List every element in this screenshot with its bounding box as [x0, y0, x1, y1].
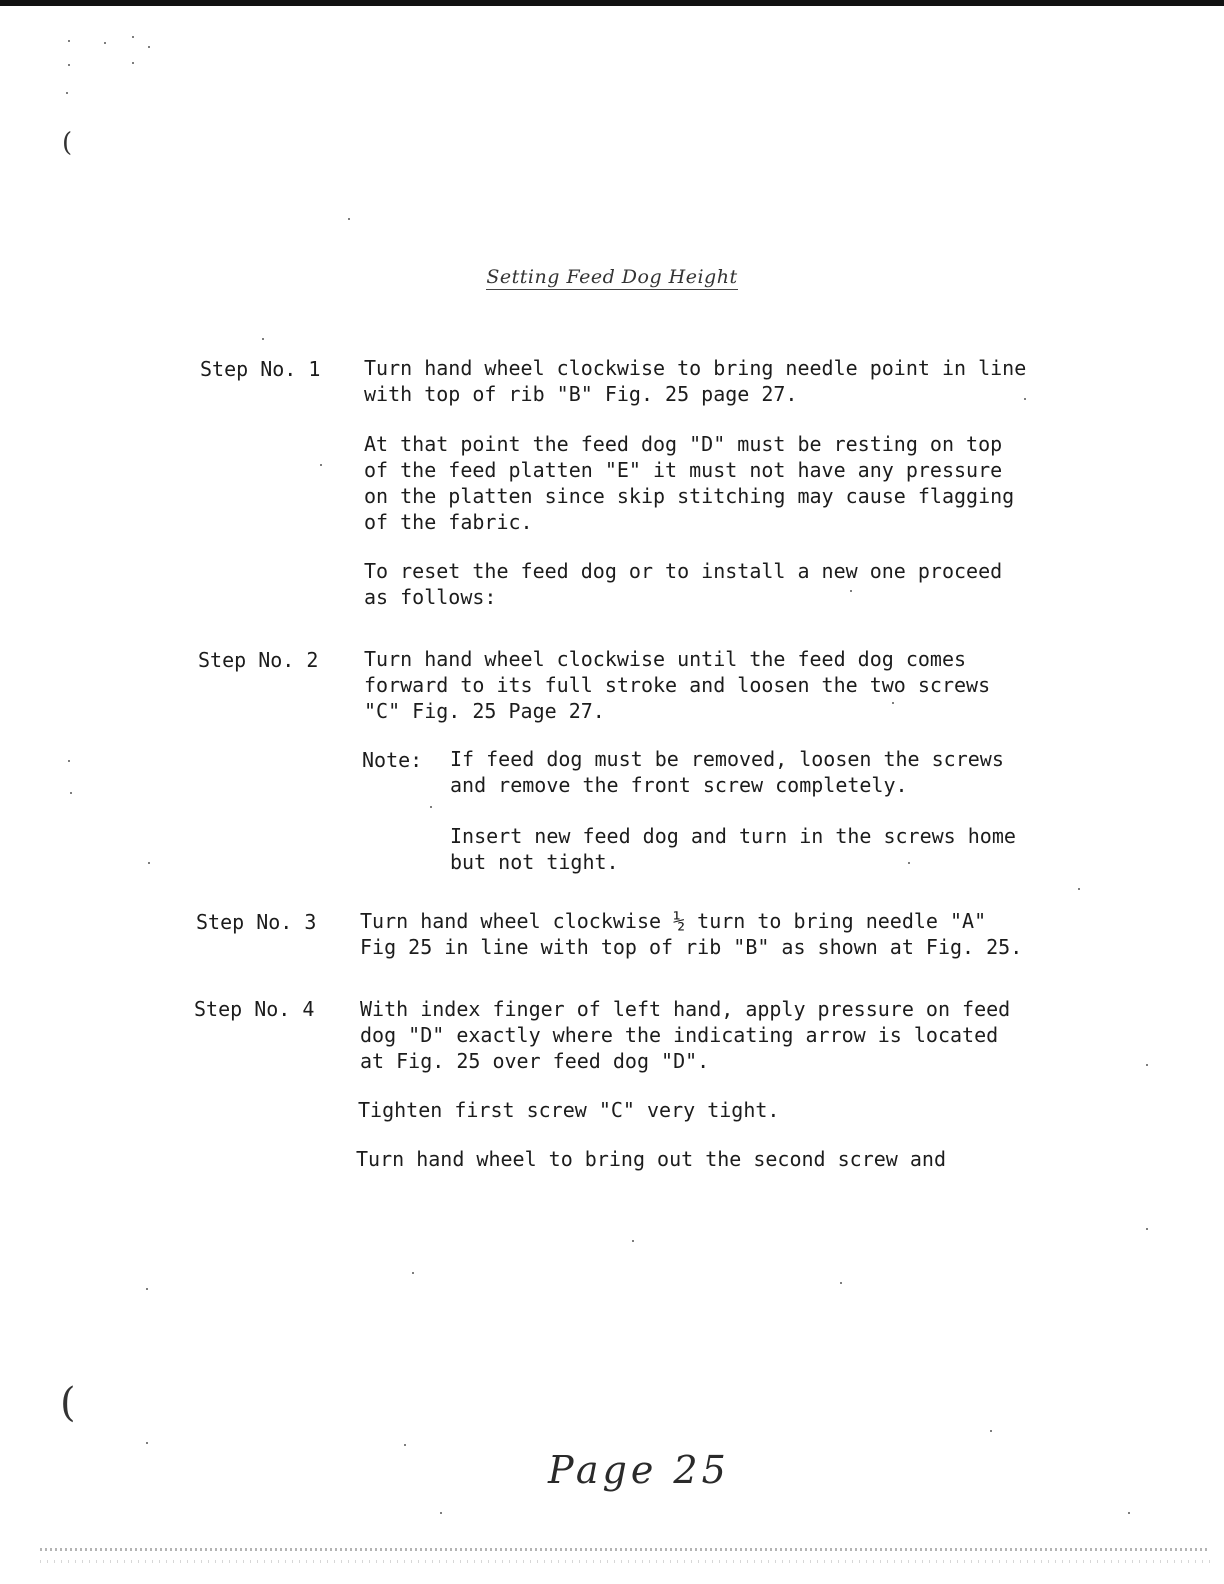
step-3-label: Step No. 3: [196, 910, 317, 934]
step-4-label: Step No. 4: [194, 997, 315, 1021]
scan-mark-bottom-left: (: [60, 1380, 76, 1426]
step-4-paragraph-1: [360, 996, 1010, 1074]
scan-mark-top-left: (: [62, 128, 73, 158]
step-1-paragraph-1: [364, 355, 1026, 407]
text-line: as follows:: [364, 585, 497, 609]
text-line: Turn hand wheel to bring out the second screw and: [356, 1147, 947, 1171]
scan-top-edge: [0, 0, 1224, 6]
text-line: on the platten since skip stitching may cause flagging: [364, 484, 1015, 508]
step-3-paragraph-1: [360, 908, 1022, 960]
text-line: Turn hand wheel clockwise to bring needle point in line: [364, 356, 1027, 380]
text-line: at Fig. 25 over feed dog "D".: [360, 1049, 710, 1073]
text-line: of the fabric.: [364, 510, 533, 534]
text-line: With index finger of left hand, apply pressure on feed: [360, 997, 1011, 1021]
text-line: If feed dog must be removed, loosen the screws: [450, 747, 1004, 771]
note-label: Note:: [362, 748, 423, 772]
text-line: Insert new feed dog and turn in the screws home: [450, 824, 1016, 848]
text-line: dog "D" exactly where the indicating arrow is located: [360, 1023, 999, 1047]
handwritten-page-number: Page 25: [548, 1448, 730, 1492]
text-line: Turn hand wheel clockwise ½ turn to bring needle "A": [360, 909, 987, 933]
step-4-paragraph-2: [358, 1097, 779, 1123]
text-line: but not tight.: [450, 850, 619, 874]
text-line: and remove the front screw completely.: [450, 773, 908, 797]
text-line: with top of rib "B" Fig. 25 page 27.: [364, 382, 798, 406]
text-line: To reset the feed dog or to install a new one proceed: [364, 559, 1003, 583]
step-4-paragraph-3: [356, 1146, 946, 1172]
note-paragraph-1: [450, 746, 1004, 798]
step-1-paragraph-3: [364, 558, 1002, 610]
text-line: Fig 25 in line with top of rib "B" as shown at Fig. 25.: [360, 935, 1023, 959]
text-line: of the feed platten "E" it must not have any pressure: [364, 458, 1003, 482]
text-line: Turn hand wheel clockwise until the feed dog comes: [364, 647, 967, 671]
step-1-label: Step No. 1: [200, 357, 321, 381]
step-2-label: Step No. 2: [198, 648, 319, 672]
step-1-paragraph-2: [364, 431, 1014, 535]
text-line: At that point the feed dog "D" must be resting on top: [364, 432, 1003, 456]
document-title: Setting Feed Dog Height: [486, 266, 738, 288]
text-line: forward to its full stroke and loosen the two screws: [364, 673, 991, 697]
text-line: Tighten first screw "C" very tight.: [358, 1098, 780, 1122]
step-2-paragraph-1: [364, 646, 990, 724]
text-line: "C" Fig. 25 Page 27.: [364, 699, 605, 723]
note-paragraph-2: [450, 823, 1016, 875]
scan-bottom-noise: [40, 1540, 1210, 1570]
